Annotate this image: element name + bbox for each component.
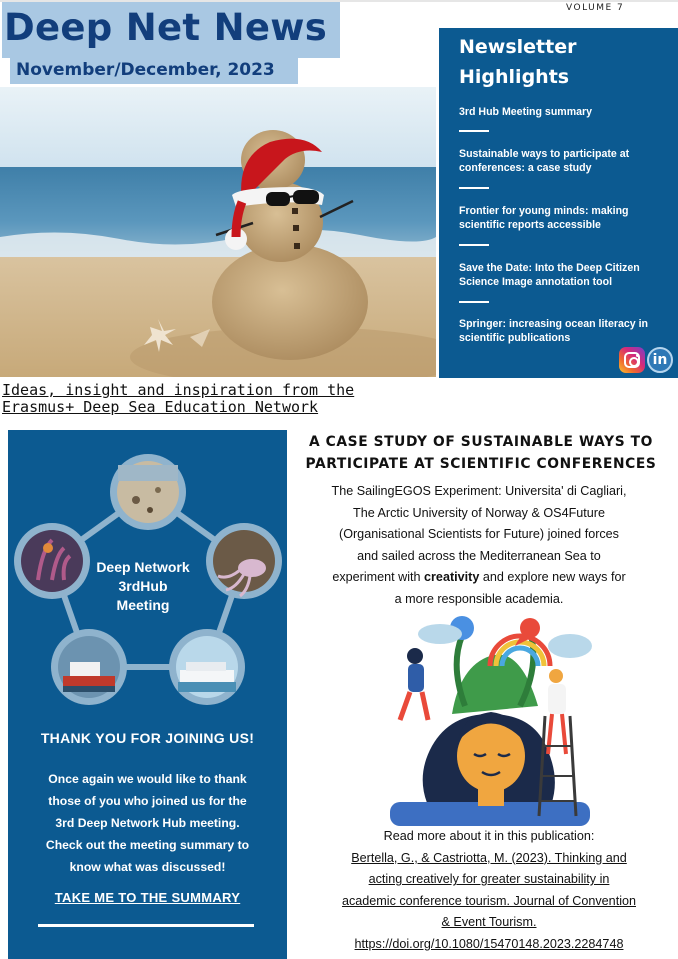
hero-photo-sand-snowman	[0, 87, 436, 377]
highlight-item-text: Springer: increasing ocean literacy in	[459, 318, 648, 330]
newsletter-title: Deep Net News	[4, 6, 328, 49]
article-body-text: experiment with	[332, 570, 425, 584]
highlight-item-frontier[interactable]	[459, 204, 664, 232]
tagline	[2, 382, 354, 416]
highlight-item-save-the-date[interactable]	[459, 261, 664, 289]
article-body-line: a more responsible academia.	[394, 591, 564, 606]
thanks-body	[28, 768, 267, 878]
highlight-item-sustainable[interactable]	[459, 147, 664, 175]
highlight-item-text: scientific reports accessible	[459, 219, 601, 231]
issue-date: November/December, 2023	[16, 60, 275, 80]
read-more-label: Read more about it in this publication:	[383, 829, 595, 843]
thanks-heading: THANK YOU FOR JOINING US!	[40, 730, 255, 746]
linkedin-icon[interactable]: in	[647, 347, 673, 373]
highlights-title-line: Newsletter	[459, 36, 577, 58]
hub-label-line: 3rdHub	[118, 578, 168, 594]
article-title-line: PARTICIPATE AT SCIENTIFIC CONFERENCES	[305, 456, 657, 472]
highlight-item-text: Save the Date: Into the Deep Citizen	[459, 262, 640, 274]
summary-link[interactable]: TAKE ME TO THE SUMMARY	[54, 890, 241, 905]
creativity-illustration	[370, 606, 610, 826]
thanks-body-line: 3rd Deep Network Hub meeting.	[55, 816, 240, 830]
hub-label-line: Meeting	[116, 597, 170, 613]
article-body-text: and explore new ways for	[479, 570, 626, 584]
article-body-line: and sailed across the Mediterranean Sea to	[357, 548, 601, 563]
highlight-item-text: scientific publications	[459, 332, 571, 344]
highlight-item-text: Sustainable ways to participate at	[459, 148, 630, 160]
hub-meeting-panel	[8, 430, 287, 959]
thanks-body-line: Once again we would like to thank	[48, 772, 247, 786]
highlight-item-text: conferences: a case study	[459, 162, 592, 174]
highlight-item-hub-meeting[interactable]	[459, 105, 664, 119]
highlight-item-text: Frontier for young minds: making	[459, 205, 629, 217]
thanks-body-line: Check out the meeting summary to	[45, 838, 250, 852]
article-body-line: The SailingEGOS Experiment: Universita' di Cagliari,	[331, 484, 627, 498]
hub-label-line: Deep Network	[96, 559, 190, 575]
highlights-title-line: Highlights	[459, 66, 570, 88]
highlights-title	[459, 32, 599, 92]
highlight-divider	[459, 187, 489, 189]
hub-meeting-label	[88, 558, 198, 615]
article-body-line: (Organisational Scientists for Future) joined forces	[339, 527, 619, 541]
highlights-panel	[439, 28, 678, 378]
reference-link[interactable]: Bertella, G., & Castriotta, M. (2023). Thinking and	[351, 850, 627, 865]
highlight-divider	[459, 301, 489, 303]
highlight-item-springer[interactable]	[459, 317, 664, 345]
highlight-item-text: Science Image annotation tool	[459, 276, 613, 288]
doi-link[interactable]: https://doi.org/10.1080/15470148.2023.2284748	[354, 936, 624, 951]
instagram-icon[interactable]	[619, 347, 645, 373]
highlight-item-text: 3rd Hub Meeting summary	[459, 106, 593, 118]
divider-bar	[38, 924, 254, 927]
article-title-line: A CASE STUDY OF SUSTAINABLE WAYS TO	[308, 434, 653, 450]
thanks-body-line: know what was discussed!	[69, 860, 226, 874]
article-title	[294, 431, 668, 475]
article-body-emphasis: creativity	[424, 570, 480, 584]
thanks-body-line: those of you who joined us for the	[48, 794, 247, 808]
article-body-line	[298, 567, 660, 589]
highlight-divider	[459, 244, 489, 246]
reference-link[interactable]: & Event Tourism.	[441, 915, 537, 930]
reference-link[interactable]: acting creatively for greater sustainability in	[368, 872, 610, 887]
tagline-line: Ideas, insight and inspiration from the	[2, 381, 355, 399]
article-body-line: The Arctic University of Norway & OS4Future	[353, 505, 605, 520]
volume-label: VOLUME 7	[566, 3, 625, 13]
read-more-block	[298, 826, 678, 956]
tagline-line: Erasmus+ Deep Sea Education Network	[2, 398, 319, 416]
article-body	[298, 481, 660, 610]
highlight-divider	[459, 130, 489, 132]
instagram-dot-glyph	[636, 354, 639, 357]
reference-link[interactable]: academic conference tourism. Journal of Convention	[341, 893, 636, 908]
